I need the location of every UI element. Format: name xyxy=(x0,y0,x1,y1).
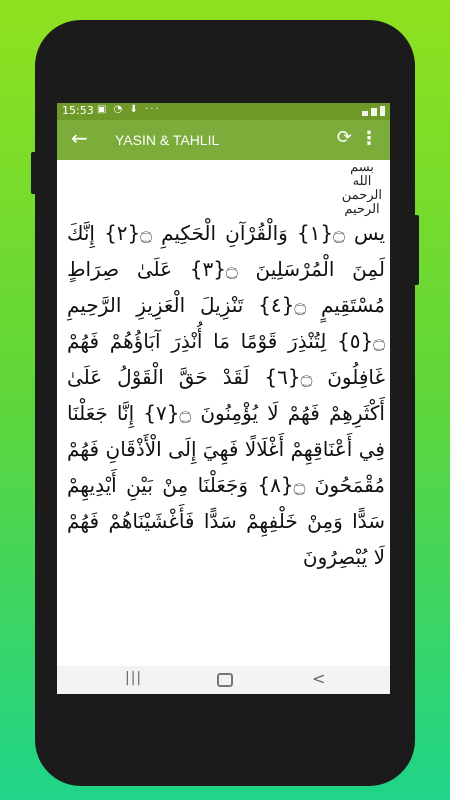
status-time: 15:53 xyxy=(62,104,94,117)
page-title: YASIN & TAHLIL xyxy=(115,132,220,148)
status-bar xyxy=(57,103,390,120)
signal-battery-icons xyxy=(362,106,385,116)
more-options-icon[interactable]: ⋮ xyxy=(360,128,378,149)
navigation-bar xyxy=(57,666,390,694)
arabic-text: يس ۝{١} وَالْقُرْآنِ الْحَكِيمِ ۝{٢} إِنَّكَ لَمِنَ الْمُرْسَلِينَ ۝{٣} عَلَىٰ صِرَاطٍ مُسْتَقِيمٍ ۝{٤} تَنْزِيلَ الْعَزِيزِ الرَّحِيمِ ۝{٥} لِتُنْذِرَ قَوْمًا مَا أُنْذِرَ آبَاؤُهُمْ فَهُمْ غَافِلُونَ ۝{٦} لَقَدْ حَقَّ الْقَوْلُ عَلَىٰ أَكْثَرِهِمْ فَهُمْ لَا يُؤْمِنُونَ ۝{٧} إِنَّا جَعَلْنَا فِي أَعْنَاقِهِمْ أَغْلَالًا فَهِيَ إِلَى الْأَذْقَانِ فَهُمْ مُقْمَحُونَ ۝{٨} وَجَعَلْنَا مِنْ بَيْنِ أَيْدِيهِمْ سَدًّا وَمِنْ خَلْفِهِمْ سَدًّا فَأَغْشَيْنَاهُمْ فَهُمْ لَا يُبْصِرُونَ xyxy=(67,221,385,569)
refresh-icon[interactable]: ⟳ xyxy=(336,127,352,148)
back-arrow-icon[interactable]: ← xyxy=(71,126,88,150)
surah-content[interactable] xyxy=(67,215,385,665)
signal-icon xyxy=(371,108,377,116)
battery-icon xyxy=(380,106,385,116)
bismillah-calligraphy: بسم الله الرحمن الرحيم xyxy=(341,160,382,217)
notification-icons: ▣ ◔ ⬇ ··· xyxy=(97,104,161,115)
home-icon[interactable] xyxy=(217,673,233,687)
signal-icon xyxy=(362,111,368,116)
nav-back-icon[interactable]: < xyxy=(312,669,326,688)
recents-icon[interactable]: ||| xyxy=(125,670,143,686)
app-bar xyxy=(57,120,390,160)
screen xyxy=(57,103,390,694)
